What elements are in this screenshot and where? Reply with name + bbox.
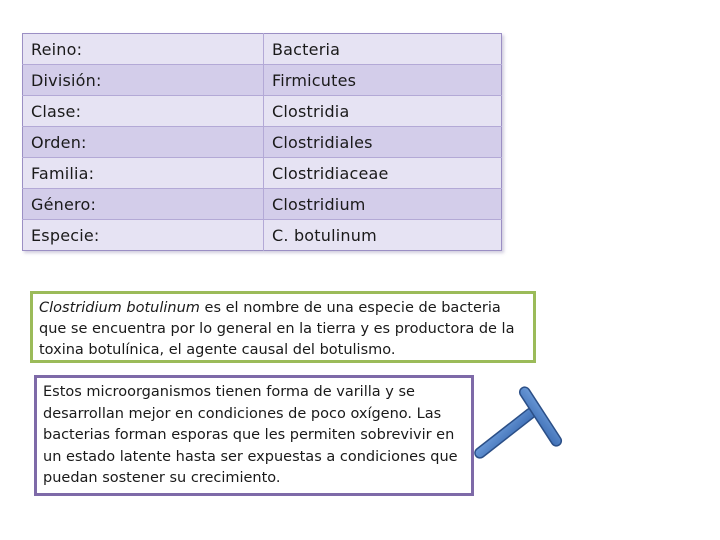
taxonomy-row bbox=[23, 65, 502, 96]
taxonomy-label: Clase: bbox=[23, 96, 264, 127]
taxonomy-row bbox=[23, 220, 502, 251]
taxonomy-label: Reino: bbox=[23, 34, 264, 65]
description-text: es el nombre de una especie de bacteria que se encuentra por lo general en la tierra y es productora de la toxina botulínica, el agente causal del botulismo. bbox=[39, 300, 515, 358]
taxonomy-label: Género: bbox=[23, 189, 264, 220]
taxonomy-label: Orden: bbox=[23, 127, 264, 158]
taxonomy-row bbox=[23, 158, 502, 189]
taxonomy-value: Clostridia bbox=[264, 96, 502, 127]
morphology-text: Estos microorganismos tienen forma de varilla y se desarrollan mejor en condiciones de poco oxígeno. Las bacterias forman esporas que les permiten sobrevivir en un estado latente hasta ser expuestas a condiciones que puedan sostener su crecimiento. bbox=[43, 384, 458, 486]
taxonomy-row bbox=[23, 127, 502, 158]
description-box bbox=[30, 291, 536, 363]
species-name: Clostridium botulinum bbox=[39, 300, 200, 316]
taxonomy-value: C. botulinum bbox=[272, 225, 377, 245]
taxonomy-label: Familia: bbox=[23, 158, 264, 189]
taxonomy-label: Especie: bbox=[23, 220, 264, 251]
taxonomy-row bbox=[23, 34, 502, 65]
taxonomy-value: Bacteria bbox=[264, 34, 502, 65]
taxonomy-label: División: bbox=[23, 65, 264, 96]
taxonomy-value: Firmicutes bbox=[264, 65, 502, 96]
taxonomy-value: Clostridium bbox=[264, 189, 502, 220]
taxonomy-table-body bbox=[23, 34, 502, 251]
morphology-box bbox=[34, 375, 474, 496]
taxonomy-value: Clostridiaceae bbox=[264, 158, 502, 189]
taxonomy-row bbox=[23, 189, 502, 220]
rod-left bbox=[473, 407, 537, 460]
taxonomy-value: Clostridiales bbox=[264, 127, 502, 158]
taxonomy-row bbox=[23, 96, 502, 127]
taxonomy-table bbox=[22, 33, 502, 251]
rod-bacterium-icon bbox=[470, 380, 580, 460]
